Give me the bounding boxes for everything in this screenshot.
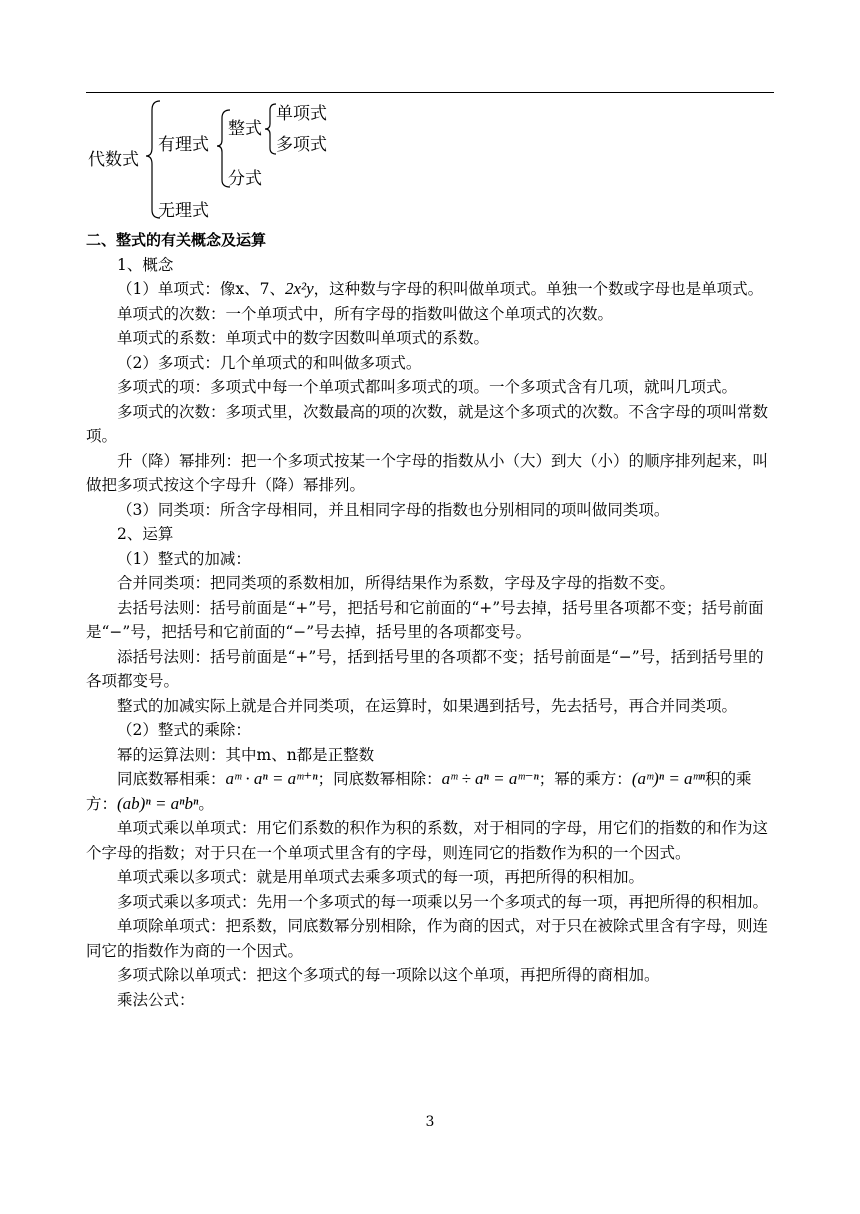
paragraph — [86, 767, 774, 816]
formula-power-divide: aᵐ ÷ aⁿ = aᵐ⁻ⁿ — [441, 769, 539, 788]
paragraph: （2）整式的乘除： — [117, 721, 251, 739]
paragraph: 多项式的次数：多项式里，次数最高的项的次数，就是这个多项式的次数。不含字母的项叫常数项。 — [86, 402, 769, 445]
formula-monomial-example: 2x²y — [284, 279, 314, 298]
paragraph: 单项式乘以多项式：就是用单项式去乘多项式的每一项，再把所得的积相加。 — [117, 868, 645, 886]
paragraph: 合并同类项：把同类项的系数相加，所得结果作为系数，字母及字母的指数不变。 — [117, 574, 676, 592]
brace-lines — [0, 0, 860, 230]
paragraph: （3）同类项：所含字母相同，并且相同字母的指数也分别相同的项叫做同类项。 — [117, 500, 670, 519]
paragraph: （2）多项式：几个单项式的和叫做多项式。 — [117, 353, 422, 372]
paragraph: 2、运算 — [117, 525, 174, 543]
tree-irrational: 无理式 — [158, 201, 209, 221]
tree-integral: 整式 — [228, 119, 262, 139]
tree-monomial: 单项式 — [276, 104, 327, 124]
tree-root-algebraic: 代数式 — [88, 150, 139, 170]
document-body — [86, 228, 774, 1012]
formula-power-multiply: aᵐ · aⁿ = aᵐ⁺ⁿ — [225, 769, 318, 788]
formula-power-of-power: (aᵐ)ⁿ = aᵐⁿ — [631, 769, 705, 788]
tree-rational: 有理式 — [158, 135, 209, 155]
paragraph: 添括号法则：括号前面是“+”号，括到括号里的各项都不变；括号前面是“−”号，括到括号里的各项都变号。 — [86, 647, 764, 690]
paragraph-text: ，这种数与字母的积叫做单项式。单独一个数或字母也是单项式。 — [313, 280, 764, 298]
paragraph: 单项除单项式：把系数，同底数幂分别相除，作为商的因式，对于只在被除式里含有字母，则连同它的指数作为商的一个因式。 — [86, 917, 769, 960]
paragraph: 乘法公式： — [117, 990, 195, 1009]
paragraph: 单项式的次数：一个单项式中，所有字母的指数叫做这个单项式的次数。 — [117, 304, 614, 323]
paragraph: 多项式除以单项式：把这个多项式的每一项除以这个单项，再把所得的商相加。 — [117, 966, 660, 984]
paragraph-text: ；同底数幂相除： — [317, 770, 442, 788]
page-number: 3 — [425, 1114, 435, 1130]
tree-fractional: 分式 — [228, 169, 262, 189]
paragraph: 单项式乘以单项式：用它们系数的积作为积的系数，对于相同的字母，用它们的指数的和作为这个字母的指数；对于只在一个单项式里含有的字母，则连同它的指数作为积的一个因式。 — [86, 819, 769, 862]
section-title: 二、整式的有关概念及运算 — [86, 231, 267, 249]
paragraph: 单项式的系数：单项式中的数字因数叫单项式的系数。 — [117, 329, 490, 347]
paragraph-text: 。 — [198, 794, 214, 813]
paragraph: （1）整式的加减： — [117, 549, 251, 568]
paragraph — [86, 277, 774, 302]
paragraph: 升（降）幂排列：把一个多项式按某一个字母的指数从小（大）到大（小）的顺序排列起来，叫做把多项式按这个字母升（降）幂排列。 — [86, 451, 769, 494]
paragraph: 1、概念 — [117, 255, 174, 274]
paragraph-text: 同底数幂相乘： — [117, 770, 226, 788]
paragraph: 多项式乘以多项式：先用一个多项式的每一项乘以另一个多项式的每一项，再把所得的积相加。 — [117, 892, 769, 911]
paragraph: 多项式的项：多项式中每一个单项式都叫多项式的项。一个多项式含有几项，就叫几项式。 — [117, 378, 738, 396]
tree-polynomial: 多项式 — [276, 135, 327, 155]
formula-power-of-product: (ab)ⁿ = aⁿbⁿ — [117, 793, 199, 813]
classification-tree — [0, 0, 860, 230]
paragraph: 整式的加减实际上就是合并同类项，在运算时，如果遇到括号，先去括号，再合并同类项。 — [117, 696, 738, 715]
paragraph-text: 积的乘方： — [86, 770, 752, 813]
paragraph-text: ；幂的乘方： — [538, 770, 632, 788]
paragraph: 去括号法则：括号前面是“+”号，把括号和它前面的“+”号去掉，括号里各项都不变；括号前面是“−”号，把括号和它前面的“−”号去掉，括号里的各项都变号。 — [86, 598, 764, 641]
paragraph: 幂的运算法则：其中m、n都是正整数 — [117, 745, 375, 764]
paragraph-text: （1）单项式：像x、7、 — [117, 280, 285, 298]
